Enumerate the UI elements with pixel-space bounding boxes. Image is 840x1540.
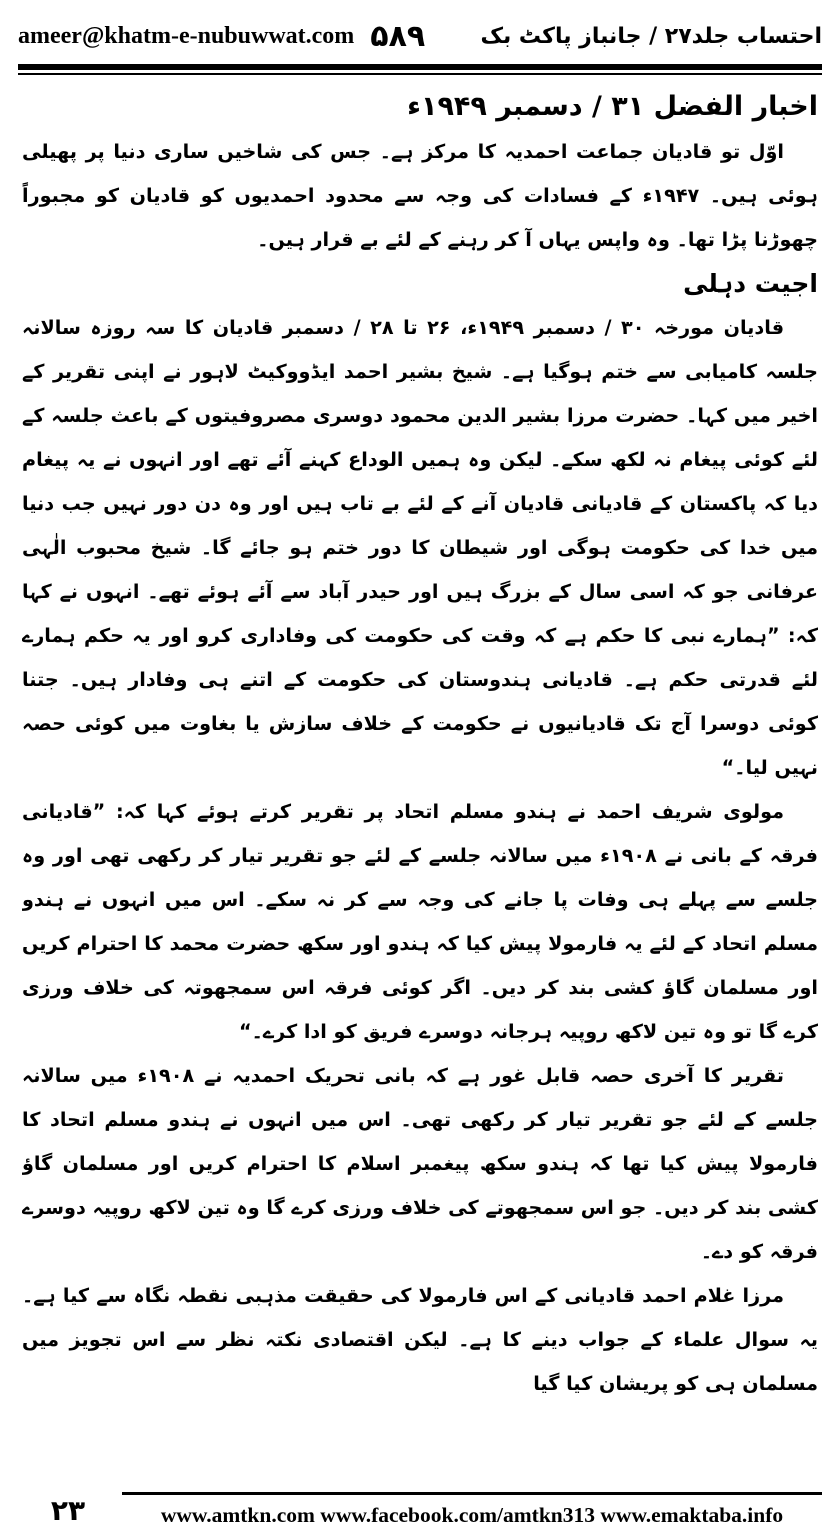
section-heading-alfazl: اخبار الفضل ۳۱ / دسمبر ۱۹۴۹ء	[407, 91, 818, 122]
page-content	[22, 84, 818, 1474]
page-header	[18, 8, 822, 64]
paragraph-3: مولوی شریف احمد نے ہندو مسلم اتحاد پر تقریر کرتے ہوئے کہا کہ: ”قادیانی فرقہ کے بانی نے ۱۹۰۸ء میں سالانہ جلسے کے لئے جو تقریر تیار کر رکھی تھی اور وہ جلسے سے پہلے ہی وفات پا جانے کی وجہ سے کر نہ سکے۔ اس میں انہوں نے ہندو مسلم اتحاد کے لئے یہ فارمولا پیش کیا کہ ہندو اور سکھ حضرت محمد کا احترام کریں اور مسلمان گاؤ کشی بند کر دیں۔ اگر کوئی فرقہ اس سمجھوتہ کی خلاف ورزی کرے گا تو وہ تین لاکھ روپیہ ہرجانہ دوسرے فریق کو ادا کرے۔“	[22, 800, 818, 1043]
header-rule-thin	[18, 73, 822, 75]
footer-links: www.amtkn.com www.facebook.com/amtkn313 www.emaktaba.info	[160, 1503, 784, 1527]
page-footer	[18, 1484, 822, 1532]
paragraph-2: قادیان مورخہ ۳۰ / دسمبر ۱۹۴۹ء، ۲۶ تا ۲۸ / دسمبر قادیان کا سہ روزہ سالانہ جلسہ کامیابی سے ختم ہوگیا ہے۔ شیخ بشیر احمد ایڈووکیٹ لاہور نے اپنی تقریر کے اخیر میں کہا۔ حضرت مرزا بشیر الدین محمود دوسری مصروفیتوں کے باعث جلسہ کے لئے کوئی پیغام نہ لکھ سکے۔ لیکن وہ ہمیں الوداع کہنے آئے تھے اور انہوں نے یہ پیغام دیا کہ پاکستان کے قادیانی قادیان آنے کے لئے بے تاب ہیں اور وہ دن دور نہیں جب دنیا میں خدا کی حکومت ہوگی اور شیطان کا دور ختم ہو جائے گا۔ شیخ محبوب الٰہی عرفانی جو کہ اسی سال کے بزرگ ہیں اور حیدر آباد سے آئے ہوئے تھے۔ انہوں نے کہا کہ: ”ہمارے نبی کا حکم ہے کہ وقت کی حکومت کی وفاداری کرو اور یہ حکم ہمارے لئے قدرتی حکم ہے۔ قادیانی ہندوستان کی حکومت کے اتنے ہی وفادار ہیں۔ جتنا کوئی دوسرا آج تک قادیانیوں نے حکومت کے خلاف سازش یا بغاوت میں کوئی حصہ نہیں لیا۔“	[22, 316, 818, 779]
section-heading-ajeet: اجیت دہلی	[683, 269, 818, 298]
header-email: ameer@khatm-e-nubuwwat.com	[18, 22, 355, 49]
footer-page-number: ۲۳	[50, 1493, 86, 1527]
header-rule-thick	[18, 64, 822, 70]
paragraph-5: مرزا غلام احمد قادیانی کے اس فارمولا کی حقیقت مذہبی نقطہ نگاہ سے کیا ہے۔ یہ سوال علماء کے جواب دینے کا ہے۔ لیکن اقتصادی نکتہ نظر سے اس تجویز میں مسلمان ہی کو پریشان کیا گیا	[22, 1284, 818, 1395]
paragraph-4: تقریر کا آخری حصہ قابل غور ہے کہ بانی تحریک احمدیہ نے ۱۹۰۸ء میں سالانہ جلسے کے لئے جو تقریر تیار کر رکھی تھی۔ اس میں انہوں نے ہندو مسلم اتحاد کا فارمولا پیش کیا تھا کہ ہندو سکھ پیغمبر اسلام کا احترام کریں اور مسلمان گاؤ کشی بند کر دیں۔ جو اس سمجھوتے کی خلاف ورزی کرے گا وہ تین لاکھ روپیہ دوسرے فرقہ کو دے۔	[22, 1064, 818, 1263]
header-page-number: ۵۸۹	[370, 18, 426, 54]
footer-rule	[122, 1492, 822, 1495]
header-book-title: احتساب جلد۲۷ / جانباز پاکٹ بک	[480, 23, 822, 49]
header-left	[18, 19, 425, 54]
paragraph-1: اوّل تو قادیان جماعت احمدیہ کا مرکز ہے۔ جس کی شاخیں ساری دنیا پر پھیلی ہوئی ہیں۔ ۱۹۴۷ء کے فسادات کی وجہ سے محدود احمدیوں کو قادیان کو مجبوراً چھوڑنا پڑا تھا۔ وہ واپس یہاں آ کر رہنے کے لئے بے قرار ہیں۔	[22, 140, 818, 251]
